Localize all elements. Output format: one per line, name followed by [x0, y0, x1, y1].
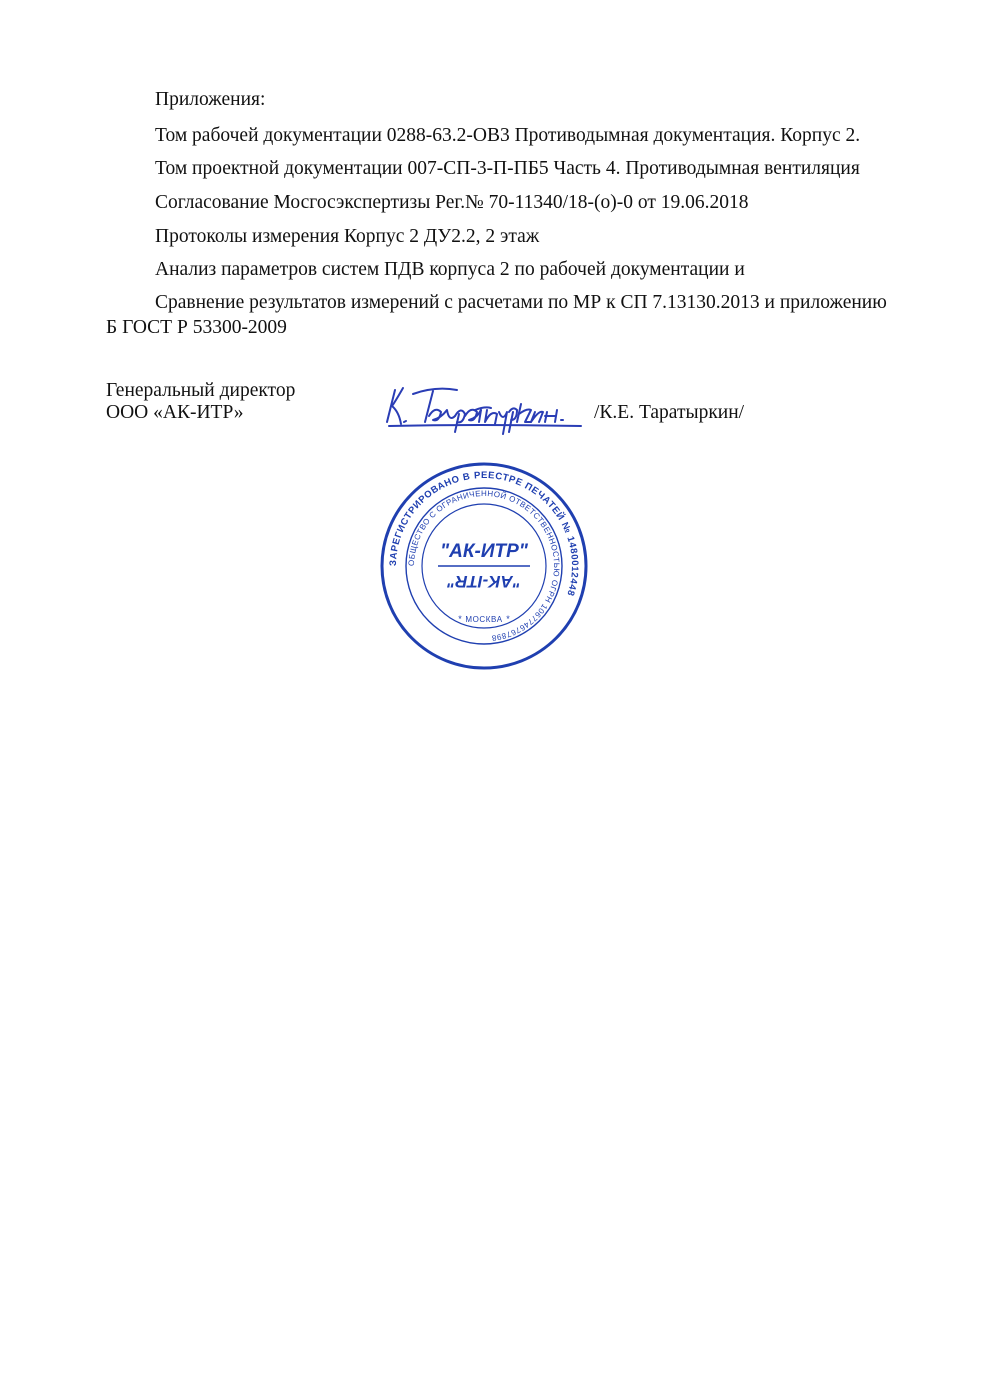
- attachment-item-6: Сравнение результатов измерений с расчетами по МР к СП 7.13130.2013 и приложению: [155, 292, 887, 313]
- attachment-item-2: Том проектной документации 007-СП-3-П-ПБ5 Часть 4. Противодымная вентиляция: [155, 158, 860, 179]
- svg-text:*: *: [506, 614, 510, 624]
- attachments-heading: Приложения:: [155, 89, 266, 110]
- attachment-item-6-continuation: Б ГОСТ Р 53300-2009: [106, 317, 287, 338]
- attachment-item-1: Том рабочей документации 0288-63.2-ОВ3 Противодымная документация. Корпус 2.: [155, 125, 861, 146]
- svg-text:*: *: [458, 614, 462, 624]
- seal-city: МОСКВА: [465, 615, 503, 624]
- seal-outer-ring-text: ЗАРЕГИСТРИРОВАНО В РЕЕСТРЕ ПЕЧАТЕЙ № 1480012448: [387, 469, 581, 598]
- seal-center-name-latin: "AK-ITR": [447, 572, 521, 591]
- handwritten-signature: [375, 380, 590, 435]
- signatory-title: Генеральный директор: [106, 380, 296, 401]
- seal-center-name: "АК-ИТР": [440, 541, 528, 562]
- company-seal: [378, 460, 590, 672]
- attachment-item-3: Согласование Мосгосэкспертизы Рег.№ 70-11340/18-(о)-0 от 19.06.2018: [155, 192, 749, 213]
- seal-inner-ring-text: ОБЩЕСТВО С ОГРАНИЧЕННОЙ ОТВЕТСТВЕННОСТЬЮ ОГРН 1067746767898: [406, 488, 562, 643]
- signatory-organization: ООО «АК-ИТР»: [106, 402, 244, 423]
- attachment-item-4: Протоколы измерения Корпус 2 ДУ2.2, 2 этаж: [155, 226, 540, 247]
- attachment-item-5: Анализ параметров систем ПДВ корпуса 2 по рабочей документации и: [155, 259, 745, 280]
- signatory-name: /К.Е. Таратыркин/: [594, 402, 745, 423]
